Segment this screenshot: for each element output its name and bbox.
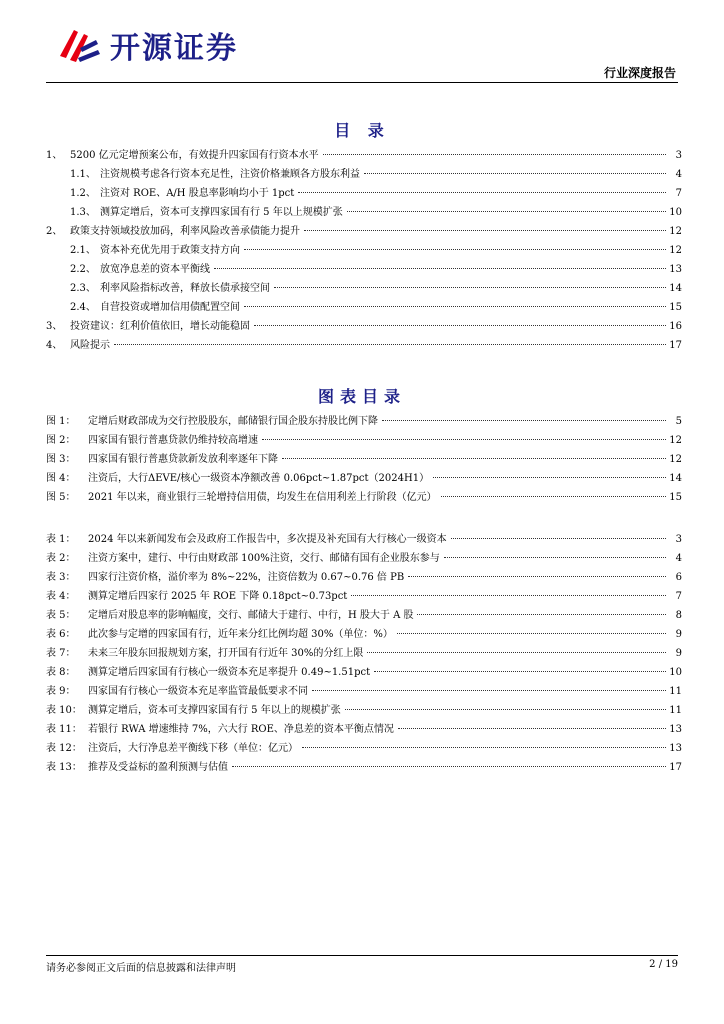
entry-label: 测算定增后，资本可支撑四家国有行 5 年以上规模扩张 bbox=[100, 207, 343, 218]
brand-name: 开源证券 bbox=[110, 31, 238, 66]
dot-leader bbox=[214, 268, 666, 269]
entry-page: 13 bbox=[669, 743, 682, 754]
dot-leader bbox=[312, 690, 666, 691]
entry-page: 3 bbox=[675, 534, 682, 545]
toc-entry[interactable] bbox=[46, 336, 682, 355]
toc-entry[interactable] bbox=[46, 165, 682, 184]
entry-number: 表 1： bbox=[46, 534, 76, 545]
entry-page: 11 bbox=[669, 686, 682, 697]
entry-label: 定增后财政部成为交行控股股东，邮储银行国企股东持股比例下降 bbox=[88, 416, 378, 427]
entry-page: 14 bbox=[669, 283, 682, 294]
entry-page: 17 bbox=[669, 340, 682, 351]
entry-label: 未来三年股东回报规划方案，打开国有行近年 30%的分红上限 bbox=[88, 648, 364, 659]
entry-number: 2、 bbox=[46, 226, 63, 237]
entry-number: 图 1： bbox=[46, 416, 76, 427]
entry-number: 表 10： bbox=[46, 705, 82, 716]
entry-number: 表 9： bbox=[46, 686, 76, 697]
entry-page: 12 bbox=[669, 435, 682, 446]
entry-number: 1.2、 bbox=[70, 188, 96, 199]
entry-label: 定增后对股息率的影响幅度，交行、邮储大于建行、中行，H 股大于 A 股 bbox=[88, 610, 414, 621]
entry-page: 15 bbox=[669, 302, 682, 313]
entry-label: 投资建议：红利价值依旧，增长动能稳固 bbox=[70, 321, 250, 332]
table-entry[interactable] bbox=[46, 530, 682, 549]
entry-page: 10 bbox=[669, 207, 682, 218]
dot-leader bbox=[364, 173, 666, 174]
table-entry[interactable] bbox=[46, 720, 682, 739]
entry-page: 12 bbox=[669, 226, 682, 237]
entry-label: 注资对 ROE、A/H 股息率影响均小于 1pct bbox=[100, 188, 295, 199]
entry-label: 利率风险指标改善，释放长债承接空间 bbox=[100, 283, 270, 294]
entry-page: 16 bbox=[669, 321, 682, 332]
entry-number: 3、 bbox=[46, 321, 63, 332]
table-entry[interactable] bbox=[46, 758, 682, 777]
entry-page: 7 bbox=[675, 188, 682, 199]
entry-number: 图 3： bbox=[46, 454, 76, 465]
entry-label: 2021 年以来，商业银行三轮增持信用债，均发生在信用利差上行阶段（亿元） bbox=[88, 492, 437, 503]
entry-label: 2024 年以来新闻发布会及政府工作报告中，多次提及补充国有大行核心一级资本 bbox=[88, 534, 447, 545]
dot-leader bbox=[244, 249, 666, 250]
dot-leader bbox=[232, 766, 666, 767]
figure-entry[interactable] bbox=[46, 469, 682, 488]
entry-number: 2.1、 bbox=[70, 245, 96, 256]
dot-leader bbox=[254, 325, 666, 326]
entry-page: 11 bbox=[669, 705, 682, 716]
entry-label: 自营投资或增加信用债配置空间 bbox=[100, 302, 240, 313]
figures-title: 图表目录 bbox=[317, 387, 406, 406]
entry-number: 2.4、 bbox=[70, 302, 96, 313]
table-entry[interactable] bbox=[46, 587, 682, 606]
figure-entry[interactable] bbox=[46, 450, 682, 469]
entry-number: 表 13： bbox=[46, 762, 82, 773]
entry-number: 图 5： bbox=[46, 492, 76, 503]
entry-page: 17 bbox=[669, 762, 682, 773]
entry-page: 5 bbox=[675, 416, 682, 427]
entry-page: 14 bbox=[669, 473, 682, 484]
entry-label: 测算定增后四家行 2025 年 ROE 下降 0.18pct~0.73pct bbox=[88, 591, 348, 602]
footer-divider bbox=[46, 955, 678, 956]
entry-page: 4 bbox=[675, 169, 682, 180]
entry-page: 12 bbox=[669, 454, 682, 465]
entry-number: 表 4： bbox=[46, 591, 76, 602]
entry-page: 15 bbox=[669, 492, 682, 503]
entry-number: 表 3： bbox=[46, 572, 76, 583]
entry-number: 表 8： bbox=[46, 667, 76, 678]
dot-leader bbox=[374, 671, 666, 672]
brand-logo-icon bbox=[56, 22, 102, 68]
entry-page: 6 bbox=[675, 572, 682, 583]
entry-label: 注资规模考虑各行资本充足性，注资价格兼顾各方股东利益 bbox=[100, 169, 360, 180]
dot-leader bbox=[397, 633, 666, 634]
dot-leader bbox=[274, 287, 666, 288]
toc-entry[interactable] bbox=[46, 222, 682, 241]
table-entry[interactable] bbox=[46, 682, 682, 701]
dot-leader bbox=[114, 344, 666, 345]
entry-number: 1、 bbox=[46, 150, 63, 161]
toc-entry[interactable] bbox=[46, 317, 682, 336]
entry-number: 表 12： bbox=[46, 743, 82, 754]
dot-leader bbox=[408, 576, 666, 577]
toc-title: 目 录 bbox=[334, 121, 390, 140]
entry-label: 若银行 RWA 增速维持 7%，六大行 ROE、净息差的资本平衡点情况 bbox=[88, 724, 394, 735]
toc-entry[interactable] bbox=[46, 241, 682, 260]
toc-entry[interactable] bbox=[46, 146, 682, 165]
entry-label: 风险提示 bbox=[70, 340, 110, 351]
entry-page: 9 bbox=[675, 648, 682, 659]
dot-leader bbox=[451, 538, 666, 539]
table-entry[interactable] bbox=[46, 644, 682, 663]
entry-label: 注资后，大行净息差平衡线下移（单位：亿元） bbox=[88, 743, 298, 754]
brand-logo bbox=[56, 20, 238, 70]
toc-entry[interactable] bbox=[46, 279, 682, 298]
dot-leader bbox=[298, 192, 666, 193]
entry-label: 此次参与定增的四家国有行，近年来分红比例均超 30%（单位：%） bbox=[88, 629, 393, 640]
entry-label: 四家行注资价格，溢价率为 8%~22%，注资倍数为 0.67~0.76 倍 PB bbox=[88, 572, 405, 583]
toc-entry[interactable] bbox=[46, 184, 682, 203]
entry-label: 注资方案中，建行、中行由财政部 100%注资，交行、邮储有国有企业股东参与 bbox=[88, 553, 440, 564]
toc-entry[interactable] bbox=[46, 298, 682, 317]
dot-leader bbox=[367, 652, 666, 653]
dot-leader bbox=[282, 458, 666, 459]
entry-label: 四家国有银行普惠贷款新发放利率逐年下降 bbox=[88, 454, 278, 465]
entry-number: 图 4： bbox=[46, 473, 76, 484]
dot-leader bbox=[398, 728, 666, 729]
entry-label: 四家国有行核心一级资本充足率监管最低要求不同 bbox=[88, 686, 308, 697]
entry-page: 8 bbox=[675, 610, 682, 621]
figure-entry[interactable] bbox=[46, 488, 682, 507]
dot-leader bbox=[304, 230, 666, 231]
entry-number: 表 7： bbox=[46, 648, 76, 659]
table-entry[interactable] bbox=[46, 606, 682, 625]
entry-page: 4 bbox=[675, 553, 682, 564]
table-entry[interactable] bbox=[46, 701, 682, 720]
entry-label: 5200 亿元定增预案公布，有效提升四家国有行资本水平 bbox=[70, 150, 319, 161]
tables-list bbox=[46, 530, 682, 777]
entry-page: 3 bbox=[675, 150, 682, 161]
entry-number: 1.3、 bbox=[70, 207, 96, 218]
toc-list bbox=[46, 146, 682, 355]
dot-leader bbox=[302, 747, 666, 748]
table-entry[interactable] bbox=[46, 568, 682, 587]
dot-leader bbox=[351, 595, 666, 596]
entry-number: 表 6： bbox=[46, 629, 76, 640]
entry-page: 13 bbox=[669, 724, 682, 735]
entry-number: 表 11： bbox=[46, 724, 82, 735]
entry-page: 12 bbox=[669, 245, 682, 256]
report-type-label: 行业深度报告 bbox=[603, 66, 676, 80]
table-entry[interactable] bbox=[46, 625, 682, 644]
entry-label: 放宽净息差的资本平衡线 bbox=[100, 264, 210, 275]
figure-entry[interactable] bbox=[46, 412, 682, 431]
entry-label: 四家国有银行普惠贷款仍维持较高增速 bbox=[88, 435, 258, 446]
figure-entry[interactable] bbox=[46, 431, 682, 450]
entry-page: 10 bbox=[669, 667, 682, 678]
entry-label: 推荐及受益标的盈利预测与估值 bbox=[88, 762, 228, 773]
entry-number: 2.3、 bbox=[70, 283, 96, 294]
dot-leader bbox=[444, 557, 666, 558]
entry-label: 测算定增后，资本可支撑四家国有行 5 年以上的规模扩张 bbox=[88, 705, 341, 716]
entry-page: 7 bbox=[675, 591, 682, 602]
dot-leader bbox=[244, 306, 666, 307]
dot-leader bbox=[433, 477, 666, 478]
entry-label: 注资后，大行ΔEVE/核心一级资本净额改善 0.06pct~1.87pct（2024H1） bbox=[88, 473, 430, 484]
table-entry[interactable] bbox=[46, 549, 682, 568]
entry-page: 13 bbox=[669, 264, 682, 275]
dot-leader bbox=[347, 211, 666, 212]
entry-label: 资本补充优先用于政策支持方向 bbox=[100, 245, 240, 256]
dot-leader bbox=[441, 496, 666, 497]
footer-disclaimer: 请务必参阅正文后面的信息披露和法律声明 bbox=[46, 963, 236, 974]
entry-label: 测算定增后四家国有行核心一级资本充足率提升 0.49~1.51pct bbox=[88, 667, 371, 678]
dot-leader bbox=[417, 614, 666, 615]
toc-entry[interactable] bbox=[46, 203, 682, 222]
entry-number: 2.2、 bbox=[70, 264, 96, 275]
entry-number: 4、 bbox=[46, 340, 63, 351]
entry-number: 表 5： bbox=[46, 610, 76, 621]
header-divider bbox=[46, 82, 678, 83]
dot-leader bbox=[345, 709, 666, 710]
entry-number: 表 2： bbox=[46, 553, 76, 564]
entry-number: 1.1、 bbox=[70, 169, 96, 180]
entry-label: 政策支持领域投放加码，利率风险改善承债能力提升 bbox=[70, 226, 300, 237]
toc-entry[interactable] bbox=[46, 260, 682, 279]
figures-list bbox=[46, 412, 682, 507]
dot-leader bbox=[323, 154, 666, 155]
dot-leader bbox=[382, 420, 666, 421]
page-number: 2 / 19 bbox=[649, 959, 678, 970]
table-entry[interactable] bbox=[46, 739, 682, 758]
table-entry[interactable] bbox=[46, 663, 682, 682]
entry-number: 图 2： bbox=[46, 435, 76, 446]
entry-page: 9 bbox=[675, 629, 682, 640]
dot-leader bbox=[262, 439, 666, 440]
